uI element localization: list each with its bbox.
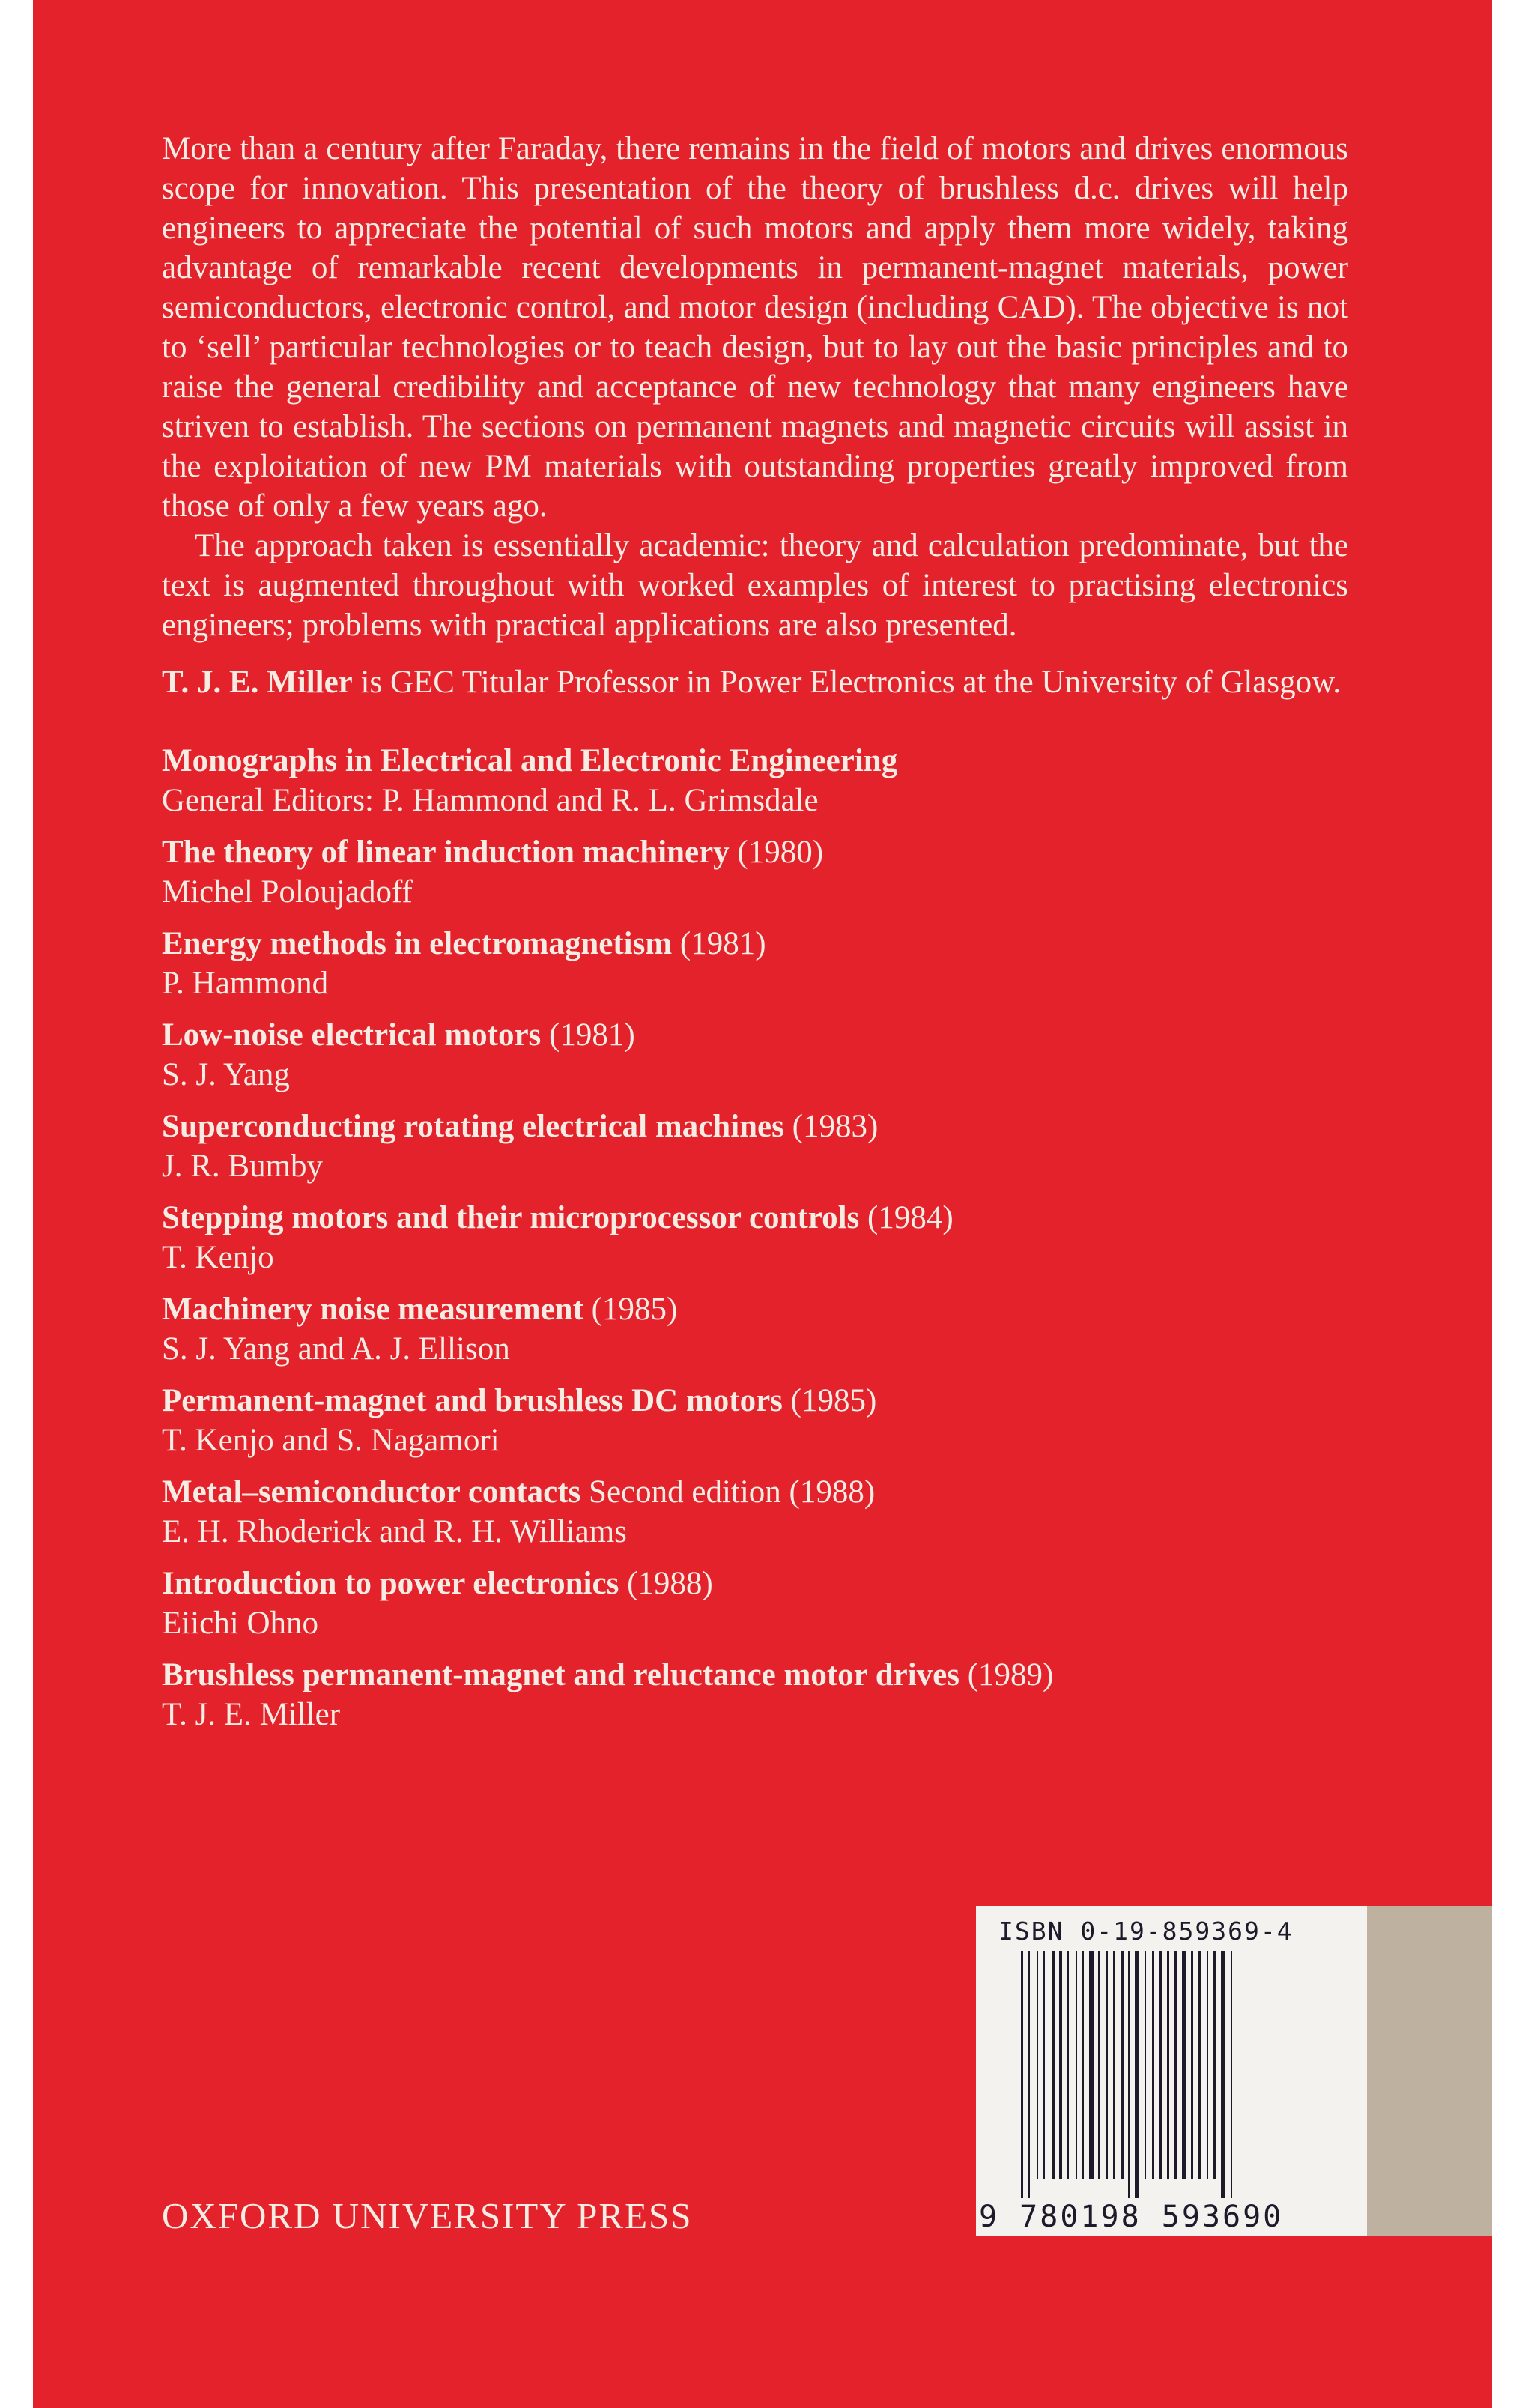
barcode-bar xyxy=(1221,1951,1225,2198)
book-author: Eiichi Ohno xyxy=(162,1606,318,1641)
book-title: Machinery noise measurement xyxy=(162,1292,583,1327)
barcode-bar xyxy=(1213,1951,1216,2179)
series-book xyxy=(162,1289,1348,1369)
barcode-bar xyxy=(1207,1951,1208,2179)
barcode-bar xyxy=(1043,1951,1045,2179)
barcode-bar xyxy=(1113,1951,1115,2179)
barcode-bar xyxy=(1121,1951,1124,2179)
blurb-paragraph-1: More than a century after Faraday, there remains in the field of motors and drives enormous scope for innovation. This presentation of the theory of brushless d.c. drives will help engineers to appreciate the potential of such motors and apply them more widely, taking advantage of remarkable recent developments in permanent-magnet materials, power semiconductors, electronic control, and motor design (including CAD). The objective is not to ‘sell’ particular technologies or to teach design, but to lay out the basic principles and to raise the general credibility and acceptance of new technology that many engineers have striven to establish. The sections on permanent magnets and magnetic circuits will assist in the exploitation of new PM materials with outstanding properties greatly improved from those of only a few years ago. xyxy=(162,131,1348,524)
book-author: P. Hammond xyxy=(162,966,329,1001)
barcode-block xyxy=(976,1906,1492,2236)
blurb-paragraph-2: The approach taken is essentially academic: theory and calculation predominate, but the text is augmented throughout with worked examples of interest to practising electronics engineers; problems with practical applications are also presented. xyxy=(162,528,1348,643)
book-title: Superconducting rotating electrical machines xyxy=(162,1109,784,1144)
barcode-bar xyxy=(1135,1951,1139,2198)
barcode-icon xyxy=(1021,1951,1328,2198)
book-author: S. J. Yang and A. J. Ellison xyxy=(162,1331,510,1367)
book-year: (1980) xyxy=(729,835,824,870)
barcode-bar xyxy=(1098,1951,1100,2179)
author-note xyxy=(162,662,1348,702)
book-year: (1988) xyxy=(619,1566,713,1601)
book-title: Low-noise electrical motors xyxy=(162,1017,542,1053)
series-book xyxy=(162,832,1348,912)
barcode-bar xyxy=(1089,1951,1094,2179)
barcode-bar xyxy=(1028,1951,1030,2198)
barcode-bar xyxy=(1052,1951,1055,2179)
ean-number: 9 780198 593690 xyxy=(979,2200,1284,2234)
series-book xyxy=(162,1655,1348,1734)
book-year: Second edition (1988) xyxy=(580,1474,876,1510)
book-author: T. Kenjo and S. Nagamori xyxy=(162,1423,500,1458)
book-year: (1985) xyxy=(782,1383,877,1418)
barcode-bar xyxy=(1159,1951,1162,2179)
series-book xyxy=(162,1198,1348,1277)
barcode-bar xyxy=(1037,1951,1038,2179)
series-title: Monographs in Electrical and Electronic Engineering xyxy=(162,743,898,778)
book-author: E. H. Rhoderick and R. H. Williams xyxy=(162,1514,627,1549)
barcode-bar xyxy=(1152,1951,1154,2179)
author-name: T. J. E. Miller xyxy=(162,665,353,700)
series-book xyxy=(162,1472,1348,1552)
book-year: (1984) xyxy=(859,1200,954,1235)
barcode-bar xyxy=(1182,1951,1186,2179)
book-year: (1983) xyxy=(783,1109,879,1144)
author-description: is GEC Titular Professor in Power Electronics at the University of Glasgow. xyxy=(352,665,1342,700)
barcode-bar xyxy=(1128,1951,1130,2198)
barcode-bar xyxy=(1067,1951,1069,2179)
series-book xyxy=(162,1564,1348,1643)
back-cover-text xyxy=(162,129,1348,1734)
barcode-bar xyxy=(1167,1951,1169,2179)
book-title: Stepping motors and their microprocessor controls xyxy=(162,1200,860,1235)
book-title: Metal–semiconductor contacts xyxy=(162,1474,581,1510)
book-year: (1989) xyxy=(959,1657,1054,1692)
book-year: (1985) xyxy=(583,1292,678,1327)
barcode-label xyxy=(976,1906,1367,2236)
series-book xyxy=(162,924,1348,1003)
barcode-bar xyxy=(1106,1951,1108,2179)
barcode-bar xyxy=(1174,1951,1177,2179)
barcode-bar xyxy=(1059,1951,1062,2179)
barcode-bar xyxy=(1082,1951,1084,2179)
book-title: Permanent-magnet and brushless DC motors xyxy=(162,1383,783,1418)
barcode-bar xyxy=(1231,1951,1232,2198)
book-author: S. J. Yang xyxy=(162,1057,290,1092)
book-year: (1981) xyxy=(672,926,766,961)
book-title: Energy methods in electromagnetism xyxy=(162,926,673,961)
barcode-bar xyxy=(1191,1951,1193,2179)
series-book xyxy=(162,1381,1348,1460)
series-section xyxy=(162,741,1348,1734)
series-book xyxy=(162,1107,1348,1186)
publisher-name: OXFORD UNIVERSITY PRESS xyxy=(162,2195,693,2236)
book-title: The theory of linear induction machinery xyxy=(162,835,730,870)
barcode-bar xyxy=(1076,1951,1077,2179)
isbn-text: ISBN 0-19-859369-4 xyxy=(998,1917,1294,1946)
series-editors: General Editors: P. Hammond and R. L. Grimsdale xyxy=(162,783,819,818)
barcode-bar xyxy=(1198,1951,1201,2179)
book-year: (1981) xyxy=(541,1017,635,1053)
book-author: T. J. E. Miller xyxy=(162,1697,341,1732)
barcode-bar xyxy=(1145,1951,1146,2179)
barcode-bar xyxy=(1021,1951,1023,2198)
book-title: Introduction to power electronics xyxy=(162,1566,619,1601)
book-author: Michel Poloujadoff xyxy=(162,874,413,910)
book-title: Brushless permanent-magnet and reluctance motor drives xyxy=(162,1657,959,1692)
series-book xyxy=(162,1015,1348,1095)
book-author: T. Kenjo xyxy=(162,1240,274,1275)
book-author: J. R. Bumby xyxy=(162,1149,324,1184)
